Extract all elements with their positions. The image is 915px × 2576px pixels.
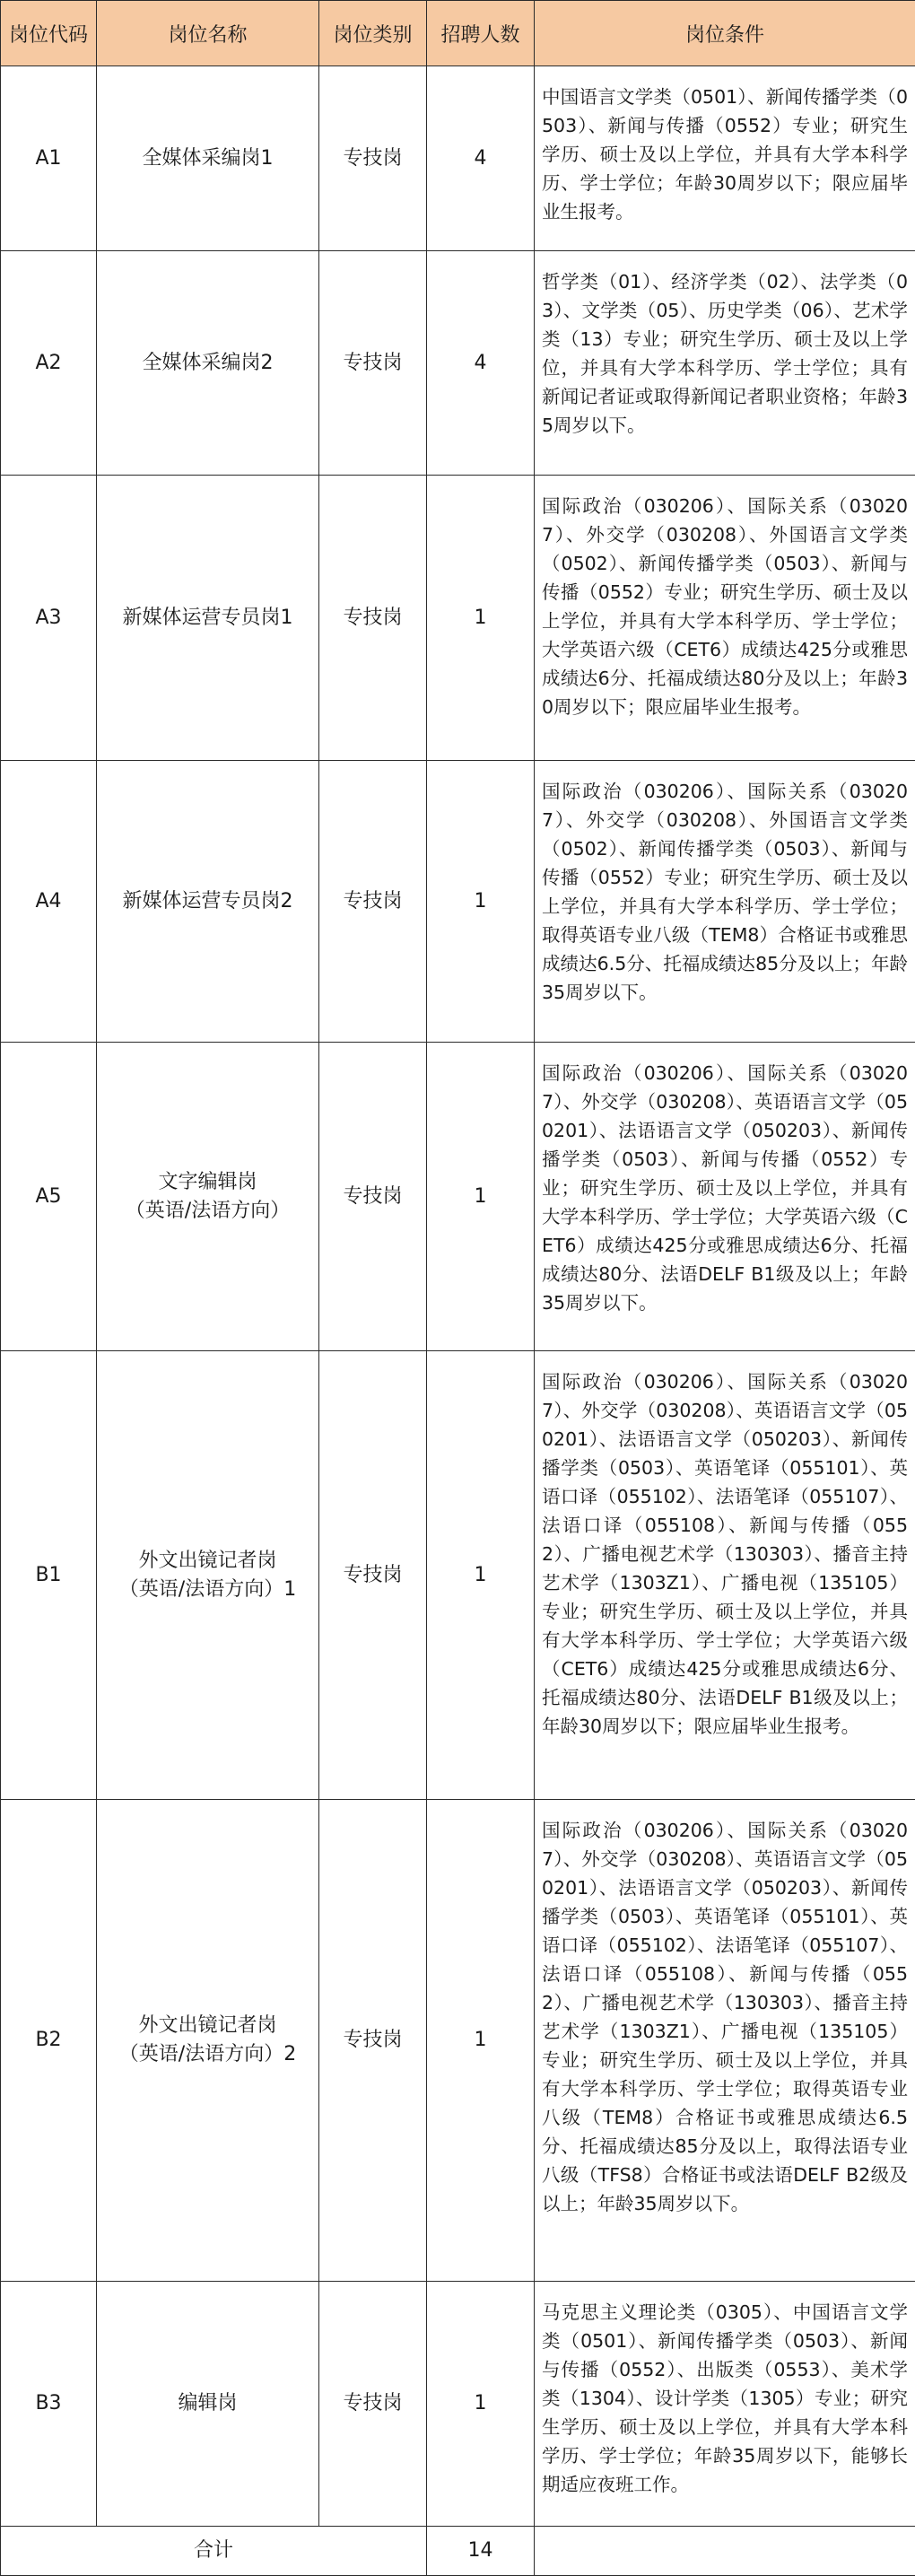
cell-count: 1 [427,761,535,1043]
cell-conditions: 国际政治（030206）、国际关系（030207）、外交学（030208）、英语语言文学（050201）、法语语言文学（050203）、新闻传播学类（0503）、英语笔译（055101）、英语口译（055102）、法语笔译（055107）、法语口译（055108）、新闻与传播（0552）、广播电视艺术学（130303）、播音主持艺术学（1303Z1）、广播电视（135105）专业；研究生学历、硕士及以上学位，并具有大学本科学历、学士学位；大学英语六级（CET6）成绩达425分或雅思成绩达6分、托福成绩达80分、法语DELF B1级及以上；年龄30周岁以下；限应届毕业生报考。 [535,1351,915,1800]
cell-conditions: 中国语言文学类（0501）、新闻传播学类（0503）、新闻与传播（0552）专业；研究生学历、硕士及以上学位，并具有大学本科学历、学士学位；年龄30周岁以下；限应届毕业生报考。 [535,66,915,251]
header-row [1,1,915,66]
header-conditions: 岗位条件 [535,1,915,66]
table-row [1,1043,915,1351]
cell-name [97,761,319,1043]
cell-conditions: 国际政治（030206）、国际关系（030207）、外交学（030208）、英语语言文学（050201）、法语语言文学（050203）、新闻传播学类（0503）、新闻与传播（0552）专业；研究生学历、硕士及以上学位，并具有大学本科学历、学士学位；大学英语六级（CET6）成绩达425分或雅思成绩达6分、托福成绩达80分、法语DELF B1级及以上；年龄35周岁以下。 [535,1043,915,1351]
cell-conditions: 国际政治（030206）、国际关系（030207）、外交学（030208）、英语语言文学（050201）、法语语言文学（050203）、新闻传播学类（0503）、英语笔译（055101）、英语口译（055102）、法语笔译（055107）、法语口译（055108）、新闻与传播（0552）、广播电视艺术学（130303）、播音主持艺术学（1303Z1）、广播电视（135105）专业；研究生学历、硕士及以上学位，并具有大学本科学历、学士学位；取得英语专业八级（TEM8）合格证书或雅思成绩达6.5分、托福成绩达85分及以上，取得法语专业八级（TFS8）合格证书或法语DELF B2级及以上；年龄35周岁以下。 [535,1800,915,2282]
table-body [1,66,915,2576]
cell-code: A4 [1,761,97,1043]
cell-category: 专技岗 [319,251,427,476]
cell-name [97,1043,319,1351]
name-line: 外文出镜记者岗 [102,1547,313,1576]
cell-count: 1 [427,476,535,761]
name-line: 外文出镜记者岗 [102,2012,313,2040]
cell-category: 专技岗 [319,1351,427,1800]
table-row [1,1800,915,2282]
cell-code: A2 [1,251,97,476]
cell-name [97,1800,319,2282]
cell-name [97,66,319,251]
cell-code: A5 [1,1043,97,1351]
name-line: （英语/法语方向） [102,1197,313,1226]
header-code: 岗位代码 [1,1,97,66]
cell-name [97,476,319,761]
cell-name [97,1351,319,1800]
cell-code: B2 [1,1800,97,2282]
total-label: 合计 [1,2527,427,2576]
cell-code: A1 [1,66,97,251]
name-line: 全媒体采编岗2 [102,349,313,378]
cell-category: 专技岗 [319,66,427,251]
cell-count: 1 [427,1043,535,1351]
cell-code: A3 [1,476,97,761]
total-empty [535,2527,915,2576]
table-row [1,1351,915,1800]
cell-category: 专技岗 [319,1043,427,1351]
cell-code: B3 [1,2282,97,2527]
header-name: 岗位名称 [97,1,319,66]
name-line: 新媒体运营专员岗1 [102,604,313,633]
cell-conditions: 哲学类（01）、经济学类（02）、法学类（03）、文学类（05）、历史学类（06）、艺术学类（13）专业；研究生学历、硕士及以上学位，并具有大学本科学历、学士学位；具有新闻记者证或取得新闻记者职业资格；年龄35周岁以下。 [535,251,915,476]
cell-category: 专技岗 [319,476,427,761]
table-row [1,2282,915,2527]
table-row [1,476,915,761]
cell-category: 专技岗 [319,2282,427,2527]
cell-count: 1 [427,2282,535,2527]
name-line: （英语/法语方向）1 [102,1576,313,1604]
cell-count: 4 [427,66,535,251]
header-count: 招聘人数 [427,1,535,66]
cell-conditions: 国际政治（030206）、国际关系（030207）、外交学（030208）、外国语言文学类（0502）、新闻传播学类（0503）、新闻与传播（0552）专业；研究生学历、硕士及以上学位，并具有大学本科学历、学士学位；取得英语专业八级（TEM8）合格证书或雅思成绩达6.5分、托福成绩达85分及以上；年龄35周岁以下。 [535,761,915,1043]
total-row [1,2527,915,2576]
cell-conditions: 马克思主义理论类（0305）、中国语言文学类（0501）、新闻传播学类（0503）、新闻与传播（0552）、出版类（0553）、美术学类（1304）、设计学类（1305）专业；研究生学历、硕士及以上学位，并具有大学本科学历、学士学位；年龄35周岁以下，能够长期适应夜班工作。 [535,2282,915,2527]
table-row [1,66,915,251]
cell-count: 1 [427,1800,535,2282]
cell-name [97,251,319,476]
cell-category: 专技岗 [319,761,427,1043]
name-line: 编辑岗 [102,2389,313,2418]
total-count: 14 [427,2527,535,2576]
table-header [1,1,915,66]
cell-count: 4 [427,251,535,476]
table-row [1,251,915,476]
cell-conditions: 国际政治（030206）、国际关系（030207）、外交学（030208）、外国语言文学类（0502）、新闻传播学类（0503）、新闻与传播（0552）专业；研究生学历、硕士及以上学位，并具有大学本科学历、学士学位；大学英语六级（CET6）成绩达425分或雅思成绩达6分、托福成绩达80分及以上；年龄30周岁以下；限应届毕业生报考。 [535,476,915,761]
cell-count: 1 [427,1351,535,1800]
cell-name [97,2282,319,2527]
header-category: 岗位类别 [319,1,427,66]
cell-category: 专技岗 [319,1800,427,2282]
cell-code: B1 [1,1351,97,1800]
name-line: 文字编辑岗 [102,1168,313,1197]
table-row [1,761,915,1043]
name-line: 全媒体采编岗1 [102,144,313,173]
name-line: 新媒体运营专员岗2 [102,887,313,916]
name-line: （英语/法语方向）2 [102,2040,313,2069]
